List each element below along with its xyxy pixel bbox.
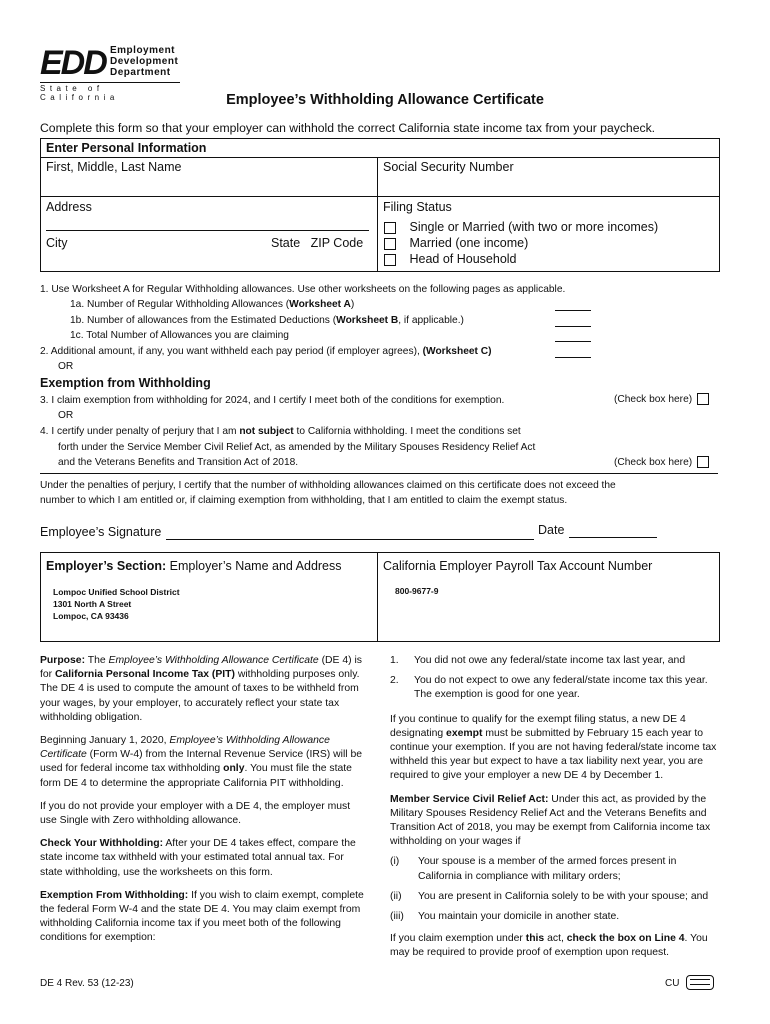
line-1b-field[interactable] xyxy=(555,315,591,327)
org-line-1: Employment xyxy=(110,45,176,56)
personal-col-divider xyxy=(377,157,378,271)
line-1c: 1c. Total Number of Allowances you are claiming xyxy=(70,330,289,341)
line-2-field[interactable] xyxy=(555,346,591,358)
form-title: Employee’s Withholding Allowance Certificate xyxy=(226,92,544,108)
requirement-1: (i) Your spouse is a member of the armed forces present in California in compliance with military orders; xyxy=(390,856,677,882)
logo-state: State of California xyxy=(40,84,119,102)
line-1c-field[interactable] xyxy=(555,330,591,342)
requirement-2: (ii) You are present in California solely to be with your spouse; and xyxy=(390,890,709,902)
edd-logo xyxy=(40,44,180,102)
logo-rule xyxy=(40,82,180,83)
condition-1: 1. You did not owe any federal/state income tax last year, and xyxy=(390,655,686,666)
intro-text: Complete this form so that your employer can withhold the correct California state income tax from your paycheck. xyxy=(40,121,656,135)
filing-option-label: Married (one income) xyxy=(409,236,529,250)
line-2: 2. Additional amount, if any, you want withheld each pay period (if employer agrees), (Worksheet C) xyxy=(40,346,492,357)
account-number-label: California Employer Payroll Tax Account Number xyxy=(383,559,653,573)
requirement-3: (iii) You maintain your domicile in another state. xyxy=(390,911,620,923)
line-1b: 1b. Number of allowances from the Estimated Deductions (Worksheet B, if applicable.) xyxy=(70,315,464,326)
personal-row-rule xyxy=(40,196,720,197)
no-de4-paragraph: If you do not provide your employer with a DE 4, the employer must use Single with Zero withholding allowance. xyxy=(40,800,351,827)
perjury-statement-1: Under the penalties of perjury, I certify that the number of withholding allowances claimed on this certificate does not exceed the xyxy=(40,480,616,491)
checkbox-line-3[interactable] xyxy=(697,393,709,405)
personal-info-box xyxy=(40,138,720,272)
logo-org-name xyxy=(110,45,178,78)
check-withholding-paragraph: Check Your Withholding: After your DE 4 takes effect, compare the state income tax withheld with your estimated total annual tax. For state withholding, use the worksheets on this form. xyxy=(40,838,356,878)
or-1: OR xyxy=(58,361,74,372)
filing-option-married[interactable] xyxy=(384,236,528,250)
address-label: Address xyxy=(46,200,92,214)
beginning-paragraph: Beginning January 1, 2020, Employee’s Withholding Allowance Certificate (Form W-4) from the Internal Revenue Service (IRS) will be used for federal income tax withholding only. You must file the state form DE 4 to determine the appropriate California PIT withholding. xyxy=(40,735,363,789)
org-line-3: Department xyxy=(110,67,171,78)
final-paragraph: If you claim exemption under this act, check the box on Line 4. You may be required to provide proof of exemption upon request. xyxy=(390,933,708,959)
exemption-title: Exemption from Withholding xyxy=(40,376,211,390)
checkbox-line-4[interactable] xyxy=(697,456,709,468)
check-box-label: (Check box here) xyxy=(614,394,693,405)
personal-section-title: Enter Personal Information xyxy=(46,141,207,155)
cu-code: CU xyxy=(665,978,680,989)
line-4-line-2: forth under the Service Member Civil Relief Act, as amended by the Military Spouses Residency Relief Act xyxy=(58,442,536,453)
divider-rule xyxy=(40,473,718,474)
line-3-check[interactable] xyxy=(614,392,709,408)
date-field[interactable] xyxy=(569,525,657,538)
signature-field[interactable] xyxy=(166,527,534,540)
line-1a: 1a. Number of Regular Withholding Allowances (Worksheet A) xyxy=(70,299,355,310)
filing-option-label: Head of Household xyxy=(409,252,517,266)
personal-header-rule xyxy=(40,157,720,158)
ssn-label: Social Security Number xyxy=(383,160,514,174)
employer-col-divider xyxy=(377,552,378,642)
check-box-label: (Check box here) xyxy=(614,457,693,468)
condition-2: 2. You do not expect to owe any federal/state income tax this year. The exemption is good for one year. xyxy=(390,675,708,701)
continue-paragraph: If you continue to qualify for the exempt filing status, a new DE 4 designating exempt must be submitted by February 15 each year to continue your exemption. If you are not having federal/state income tax withheld this year but expect to have a tax liability next year, you are required to give your employer a new DE 4 by December 1. xyxy=(390,713,717,782)
logo-letters: EDD xyxy=(40,44,106,82)
address-field[interactable] xyxy=(46,216,369,231)
employer-street: 1301 North A Street xyxy=(53,599,132,609)
instructions-right xyxy=(390,654,720,970)
line-4-check[interactable] xyxy=(614,455,709,471)
instructions-left xyxy=(40,654,368,955)
date-label: Date xyxy=(538,523,565,537)
city-label: City xyxy=(46,236,68,250)
line-4: 4. I certify under penalty of perjury that I am not subject to California withholding. I meet the conditions set xyxy=(40,426,521,437)
state-zip-label: State ZIP Code xyxy=(271,236,364,250)
name-field[interactable] xyxy=(41,176,375,195)
employer-name: Lompoc Unified School District xyxy=(53,587,180,597)
employer-section-label: Employer’s Section: Employer’s Name and Address xyxy=(46,559,342,573)
ssn-field[interactable] xyxy=(379,176,717,195)
filing-option-label: Single or Married (with two or more incomes) xyxy=(409,220,659,234)
signature-label: Employee’s Signature xyxy=(40,525,162,539)
employer-account-number: 800-9677-9 xyxy=(395,586,439,596)
or-2: OR xyxy=(58,410,74,421)
line-3: 3. I claim exemption from withholding for 2024, and I certify I meet both of the conditions for exemption. xyxy=(40,395,505,406)
checkbox-single[interactable] xyxy=(384,222,396,234)
employer-address xyxy=(53,586,180,622)
exemption-paragraph: Exemption From Withholding: If you wish to claim exempt, complete the federal Form W-4 and the state DE 4. You may claim exempt from withholding California income tax if you meet both of the following conditions for exemption: xyxy=(40,889,364,944)
filing-status-label: Filing Status xyxy=(383,200,452,214)
checkbox-married[interactable] xyxy=(384,238,396,250)
perjury-statement-2: number to which I am entitled or, if claiming exemption from withholding, that I am entitled to claim the exempt status. xyxy=(40,495,568,506)
purpose-paragraph: Purpose: The Employee’s Withholding Allowance Certificate (DE 4) is for California Personal Income Tax (PIT) withholding purposes only. The DE 4 is used to compute the amount of taxes to be withheld from your wages, by your employer, to accurately reflect your state tax withholding obligation. xyxy=(40,655,362,723)
org-line-2: Development xyxy=(110,56,179,67)
filing-option-single[interactable] xyxy=(384,220,658,234)
line-1a-field[interactable] xyxy=(555,299,591,311)
union-label-icon xyxy=(686,975,714,990)
msrra-paragraph: Member Service Civil Relief Act: Under this act, as provided by the Military Spouses Residency Relief Act and the Veterans Benefits and Transition Act of 2018, you may be exempt from California income tax withholding on your wages if xyxy=(390,793,711,848)
filing-option-hoh[interactable] xyxy=(384,252,517,266)
employer-city: Lompoc, CA 93436 xyxy=(53,611,129,621)
form-id: DE 4 Rev. 53 (12-23) xyxy=(40,978,134,989)
checkbox-head-of-household[interactable] xyxy=(384,254,396,266)
line-1: 1. Use Worksheet A for Regular Withholding allowances. Use other worksheets on the following pages as applicable. xyxy=(40,284,566,295)
line-4-line-3: and the Veterans Benefits and Transition Act of 2018. xyxy=(58,457,299,468)
name-label: First, Middle, Last Name xyxy=(46,160,182,174)
